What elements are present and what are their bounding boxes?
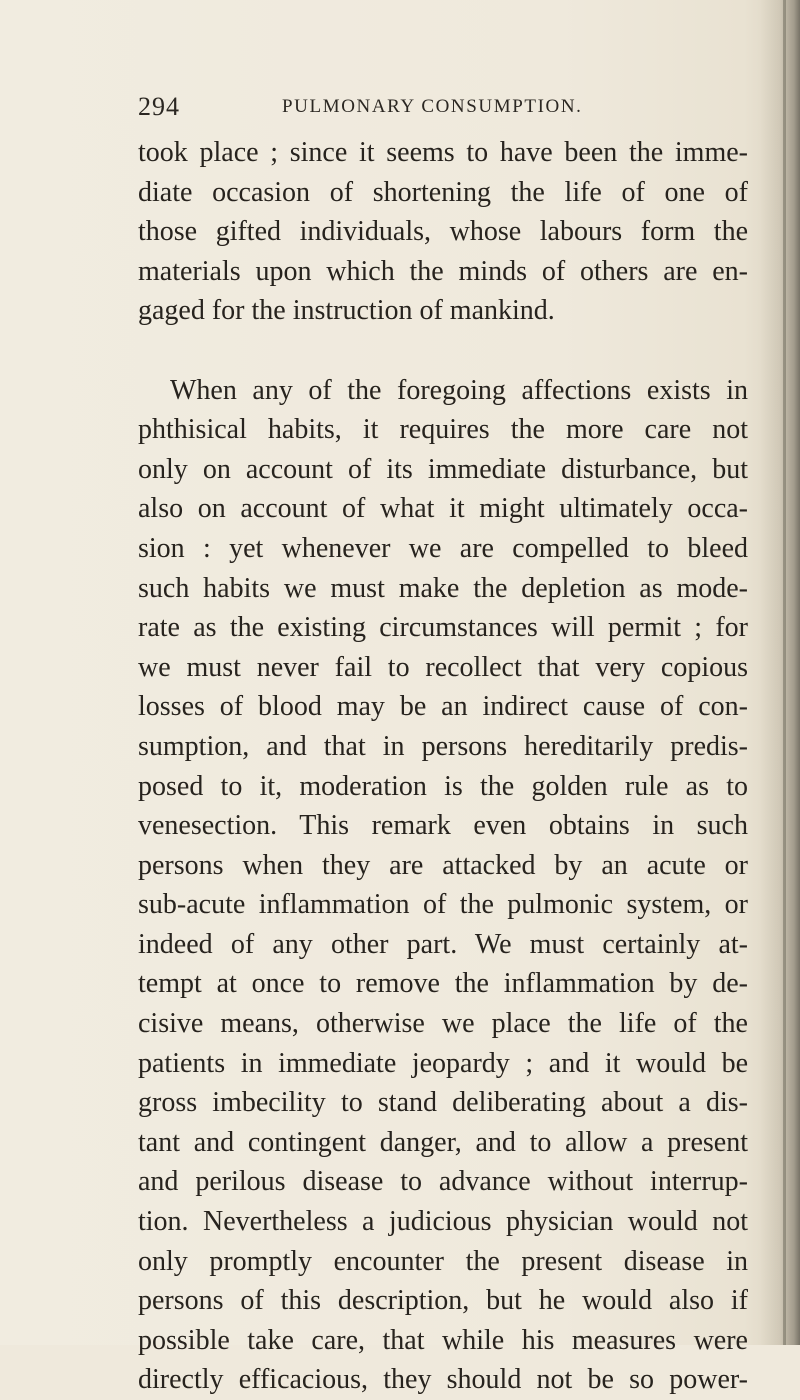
text-line: venesection. This remark even obtains in such xyxy=(138,810,748,842)
text-line: sumption, and that in persons hereditarily predis- xyxy=(138,730,748,762)
text-line: diate occasion of shortening the life of one of xyxy=(138,176,748,208)
text-line: we must never fail to recollect that very copious xyxy=(138,651,748,683)
text-line: losses of blood may be an indirect cause of con- xyxy=(138,691,748,723)
text-line: phthisical habits, it requires the more care not xyxy=(138,414,748,446)
text-line: rate as the existing circumstances will permit ; for xyxy=(138,612,748,644)
text-line: sion : yet whenever we are compelled to bleed xyxy=(138,532,748,564)
text-line: those gifted individuals, whose labours form the xyxy=(138,216,748,248)
text-line: only on account of its immediate disturbance, but xyxy=(138,453,748,485)
text-line: persons of this description, but he would also if xyxy=(138,1285,748,1317)
text-line: sub-acute inflammation of the pulmonic system, or xyxy=(138,889,748,921)
running-head xyxy=(138,92,738,124)
text-line: only promptly encounter the present disease in xyxy=(138,1245,748,1277)
text-line: possible take care, that while his measures were xyxy=(138,1324,748,1356)
text-line: tion. Nevertheless a judicious physician would not xyxy=(138,1206,748,1238)
text-line: gross imbecility to stand deliberating about a dis- xyxy=(138,1087,748,1119)
text-line: also on account of what it might ultimately occa- xyxy=(138,493,748,525)
text-line: such habits we must make the depletion as mode- xyxy=(138,572,748,604)
text-line: and perilous disease to advance without interrup- xyxy=(138,1166,748,1198)
text-line: tempt at once to remove the inflammation by de- xyxy=(138,968,748,1000)
text-line: patients in immediate jeopardy ; and it would be xyxy=(138,1047,748,1079)
page-number: 294 xyxy=(138,92,180,121)
text-line: directly efficacious, they should not be so power- xyxy=(138,1364,748,1396)
text-line: posed to it, moderation is the golden rule as to xyxy=(138,770,748,802)
paragraph-2 xyxy=(138,371,748,1400)
text-line: cisive means, otherwise we place the life of the xyxy=(138,1008,748,1040)
text-line: gaged for the instruction of mankind. xyxy=(138,295,555,327)
text-line: materials upon which the minds of others are en- xyxy=(138,255,748,287)
paragraph-gap xyxy=(138,331,748,371)
page-edge-shadow xyxy=(760,0,800,1345)
paragraph-1 xyxy=(138,133,748,331)
text-line: When any of the foregoing affections exists in xyxy=(170,374,748,406)
text-line: persons when they are attacked by an acute or xyxy=(138,849,748,881)
text-line: tant and contingent danger, and to allow a present xyxy=(138,1126,748,1158)
page-edge-line xyxy=(783,0,786,1345)
body-text xyxy=(138,133,748,1400)
text-line: indeed of any other part. We must certainly at- xyxy=(138,928,748,960)
header-title: PULMONARY CONSUMPTION. xyxy=(282,96,583,117)
text-line: took place ; since it seems to have been the imme- xyxy=(138,137,748,168)
